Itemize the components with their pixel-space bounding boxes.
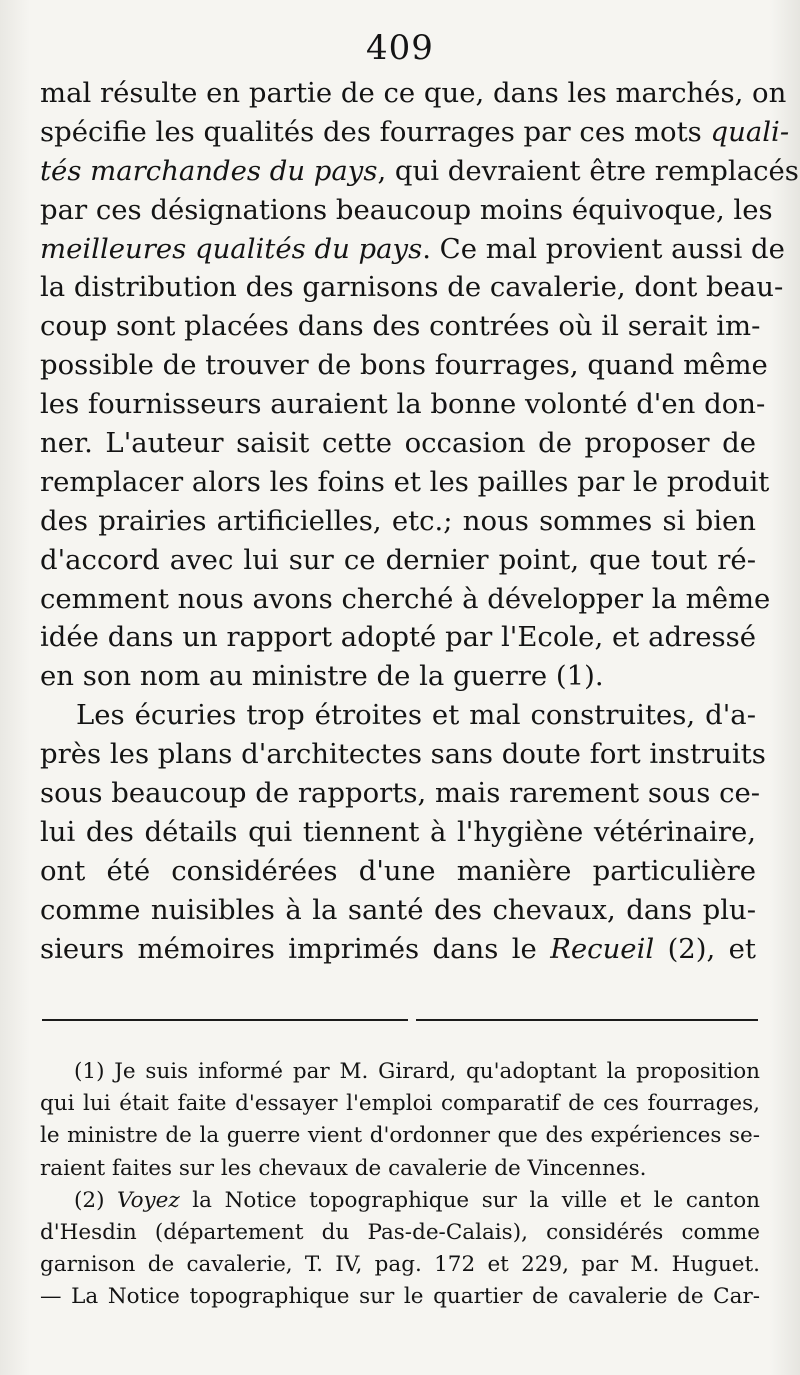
- text-run: par ces désignations beaucoup moins équivoque, les: [40, 193, 773, 226]
- text-line: [40, 385, 766, 424]
- text-run: le ministre de la guerre vient d'ordonner que des expériences se-: [40, 1123, 760, 1149]
- text-run: la distribution des garnisons de cavalerie, dont beau-: [40, 271, 784, 304]
- text-line: [40, 618, 756, 657]
- text-run: ont été considérées d'une manière particulière: [40, 854, 756, 887]
- text-run: possible de trouver de bons fourrages, quand même: [40, 349, 768, 382]
- text-run: garnison de cavalerie, T. IV, pag. 172 et 229, par M. Huguet.: [40, 1252, 760, 1278]
- text-run: Les écuries trop étroites et mal construites, d'a-: [76, 699, 756, 732]
- text-run: (2): [74, 1187, 118, 1213]
- footnote-line: [40, 1056, 760, 1088]
- text-run: des prairies artificielles, etc.; nous sommes si bien: [40, 504, 756, 537]
- text-run: mal résulte en partie de ce que, dans les marchés, on: [40, 77, 787, 109]
- text-run: qui lui était faite d'essayer l'emploi comparatif de ces fourrages,: [40, 1091, 760, 1117]
- text-line: [40, 774, 761, 813]
- text-run: , qui devraient être remplacés: [377, 154, 799, 187]
- text-line: [40, 891, 756, 930]
- text-run: spécifie les qualités des fourrages par ces mots: [40, 115, 711, 148]
- text-run: coup sont placées dans des contrées où il serait im-: [40, 310, 761, 343]
- text-run: idée dans un rapport adopté par l'Ecole, et adressé: [40, 621, 756, 654]
- text-line: [40, 735, 766, 774]
- text-line: [40, 463, 770, 502]
- text-line: [40, 541, 756, 580]
- text-run: sieurs mémoires imprimés dans le: [40, 932, 551, 965]
- footnote-line: [40, 1217, 760, 1249]
- text-line: [40, 268, 784, 307]
- text-run: . Ce mal provient aussi de: [422, 232, 785, 265]
- text-line: [40, 502, 756, 541]
- footnotes: [40, 1056, 760, 1314]
- text-run: près les plans d'architectes sans doute fort instruits: [40, 738, 766, 771]
- text-run: en son nom au ministre de la guerre (1).: [40, 660, 604, 693]
- text-line: [40, 852, 756, 891]
- text-line: [40, 152, 799, 191]
- text-line: [40, 657, 756, 696]
- footnote-line: [40, 1281, 760, 1313]
- footnote-separator: [42, 1019, 758, 1021]
- text-line: [40, 307, 761, 346]
- italic-text: Recueil: [550, 932, 655, 965]
- page-number: 409: [366, 28, 434, 68]
- italic-text: tés marchandes du pays: [40, 154, 378, 187]
- italic-text: Voyez: [117, 1187, 180, 1213]
- text-line: [40, 346, 768, 385]
- text-run: raient faites sur les chevaux de cavalerie de Vincennes.: [40, 1155, 647, 1181]
- text-run: les fournisseurs auraient la bonne volonté d'en don-: [40, 388, 766, 421]
- text-line: [40, 113, 790, 152]
- footnote-line: [40, 1249, 760, 1281]
- text-run: cemment nous avons cherché à développer la même: [40, 582, 771, 615]
- text-line: [40, 580, 771, 619]
- footnote-line: [40, 1153, 760, 1185]
- footnote-line: [40, 1088, 760, 1120]
- text-run: d'Hesdin (département du Pas-de-Calais), considérés comme: [40, 1219, 760, 1245]
- text-run: d'accord avec lui sur ce dernier point, que tout ré-: [40, 543, 756, 576]
- text-line: [40, 424, 756, 463]
- italic-text: meilleures qualités du pays: [40, 232, 423, 265]
- text-line: [40, 813, 756, 852]
- text-line: [40, 230, 785, 269]
- text-run: remplacer alors les foins et les pailles par le produit: [40, 465, 770, 498]
- text-run: lui des détails qui tiennent à l'hygiène vétérinaire,: [40, 815, 756, 848]
- text-line: [40, 930, 756, 969]
- text-line: [40, 191, 773, 230]
- footnote-line: [40, 1120, 760, 1152]
- footnote-line: [40, 1185, 760, 1217]
- text-line: [40, 696, 756, 735]
- italic-text: quali-: [710, 115, 790, 148]
- text-line: [40, 74, 787, 113]
- text-run: ner. L'auteur saisit cette occasion de proposer de: [40, 427, 756, 460]
- text-run: la Notice topographique sur la ville et le canton: [179, 1187, 760, 1213]
- text-run: (1) Je suis informé par M. Girard, qu'adoptant la proposition: [74, 1059, 760, 1084]
- text-run: sous beaucoup de rapports, mais rarement sous ce-: [40, 777, 761, 810]
- text-run: (2), et: [654, 932, 756, 965]
- main-text: [40, 74, 799, 968]
- text-run: comme nuisibles à la santé des chevaux, dans plu-: [40, 893, 756, 926]
- text-run: — La Notice topographique sur le quartier de cavalerie de Car-: [40, 1284, 760, 1310]
